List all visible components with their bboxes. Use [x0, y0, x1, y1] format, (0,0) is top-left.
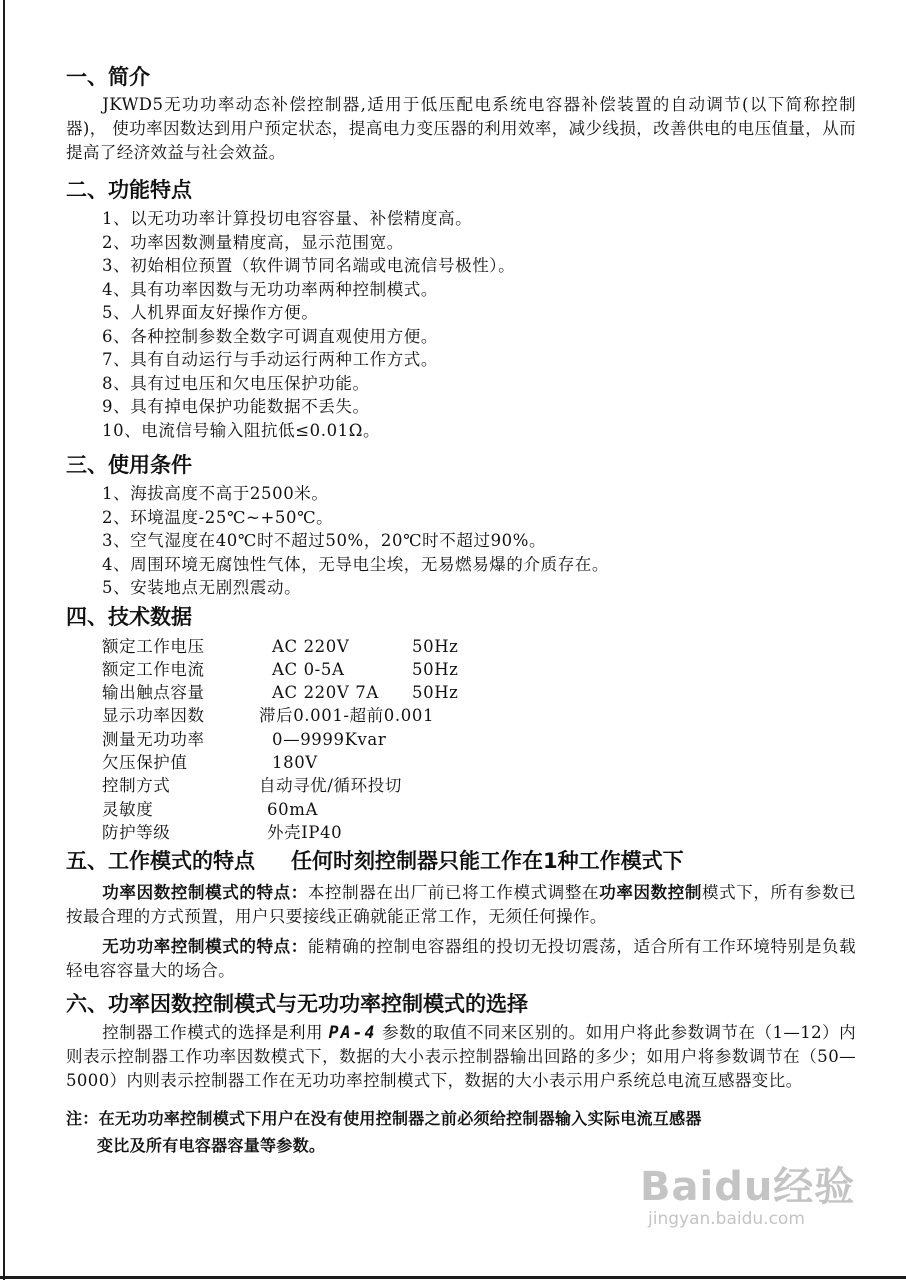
note-line-2: 变比及所有电容器容量等参数。	[97, 1136, 326, 1156]
section-4-title: 四、技术数据	[66, 604, 192, 629]
list-item: 7、具有自动运行与手动运行两种工作方式。	[102, 350, 438, 369]
list-item: 5、安装地点无剧烈震动。	[102, 578, 302, 597]
baidu-logo-text: Baidu经验	[640, 1164, 856, 1210]
list-item: 10、电流信号输入阻抗低≤0.01Ω。	[102, 420, 381, 440]
spec-label: 显示功率因数	[102, 706, 205, 726]
section-3-title: 三、使用条件	[66, 453, 192, 477]
spec-frequency: 50Hz	[412, 636, 459, 656]
section-5-title	[66, 846, 856, 876]
spec-label: 欠压保护值	[102, 752, 188, 772]
mode-2-text: 能精确的控制电容器组的投切无投切震荡，适合所有工作环境特别是负载轻电容容量大的场合。	[66, 937, 856, 981]
list-item: 3、初始相位预置（软件调节同名端或电流信号极性）。	[102, 256, 516, 275]
page-bottom-border	[0, 1276, 906, 1279]
list-item: 5、人机界面友好操作方便。	[102, 303, 319, 322]
note-line-1: 注：在无功功率控制模式下用户在没有使用控制器之前必须给控制器输入实际电流互感器	[66, 1109, 702, 1129]
spec-row	[102, 774, 856, 797]
section-5-title-text: 五、工作模式的特点	[66, 849, 255, 874]
list-item: 1、以无功功率计算投切电容容量、补偿精度高。	[102, 209, 473, 228]
list-item: 6、各种控制参数全数字可调直观使用方便。	[102, 326, 438, 346]
spec-row	[102, 751, 856, 774]
spec-value: 180V	[272, 752, 318, 772]
list-item: 1、海拔高度不高于2500米。	[102, 484, 329, 503]
param-code: PA-4	[328, 1023, 377, 1043]
spec-table	[66, 635, 856, 845]
mode-2-paragraph	[66, 935, 856, 983]
section-6-title: 六、功率因数控制模式与无功功率控制模式的选择	[66, 992, 528, 1017]
page-left-border	[3, 0, 5, 1280]
spec-row	[102, 798, 856, 821]
spec-value: 60mA	[267, 799, 318, 819]
section-5-subtitle: 任何时刻控制器只能工作在1种工作模式下	[291, 849, 684, 874]
spec-row	[102, 635, 856, 658]
spec-value: 外壳IP40	[267, 822, 343, 842]
spec-value: 滞后0.001-超前0.001	[259, 706, 435, 726]
spec-value: 0—9999Kvar	[272, 729, 387, 749]
spec-label: 防护等级	[102, 822, 171, 842]
list-item: 4、具有功率因数与无功功率两种控制模式。	[102, 279, 438, 299]
conditions-list	[66, 482, 856, 600]
spec-row	[102, 658, 856, 681]
spec-value: 自动寻优/循环投切	[259, 776, 402, 796]
feature-list	[66, 207, 856, 442]
spec-label: 额定工作电压	[102, 636, 205, 656]
spec-label: 测量无功功率	[102, 729, 205, 749]
spec-value: AC 220V	[272, 636, 350, 656]
list-item: 9、具有掉电保护功能数据不丢失。	[102, 397, 370, 416]
section-2-title: 二、功能特点	[66, 178, 192, 202]
section-6-text-b: 参数的取值不同来区别的。如用户将此参数调节在（1—12）内则表示控制器工作功率因数模式下，数据的大小表示控制器输出回路的多少；如用户将参数调节在（50—5000）内则表示控制器工作在无功功率控制模式下，数据的大小表示用户系统总电流互感器变比。	[66, 1023, 856, 1091]
list-item: 2、功率因数测量精度高，显示范围宽。	[102, 232, 404, 252]
spec-row	[102, 681, 856, 704]
list-item: 3、空气湿度在40℃时不超过50%，20℃时不超过90%。	[102, 531, 547, 550]
spec-row	[102, 704, 856, 727]
mode-1-emphasis: 功率因数控制	[599, 883, 702, 903]
mode-1-text-a: 本控制器在出厂前已将工作模式调整在	[307, 883, 600, 903]
spec-row	[102, 728, 856, 751]
spec-frequency: 50Hz	[412, 683, 459, 703]
section-1-paragraph: JKWD5无功功率动态补偿控制器,适用于低压配电系统电容器补偿装置的自动调节(以下简称控制器)， 使功率因数达到用户预定状态，提高电力变压器的利用效率，减少线损，改善供电的电压值量，从而提高了经济效益与社会效益。	[66, 95, 856, 162]
mode-1-paragraph	[66, 881, 856, 929]
document-body	[66, 62, 856, 1159]
spec-row	[102, 821, 856, 844]
section-6-text-a: 控制器工作模式的选择是利用	[102, 1023, 323, 1043]
spec-value: AC 220V 7A	[272, 683, 379, 703]
spec-label: 输出触点容量	[102, 683, 205, 703]
list-item: 2、环境温度-25℃~+50℃。	[102, 507, 334, 527]
watermark-url: jingyan.baidu.com	[648, 1209, 805, 1229]
spec-label: 控制方式	[102, 776, 171, 796]
spec-label: 额定工作电流	[102, 659, 205, 679]
spec-value: AC 0-5A	[272, 659, 345, 679]
mode-1-lead: 功率因数控制模式的特点：	[102, 883, 308, 903]
spec-frequency: 50Hz	[412, 659, 459, 679]
baidu-watermark	[640, 1165, 855, 1229]
list-item: 4、周围环境无腐蚀性气体，无导电尘埃，无易燃易爆的介质存在。	[102, 554, 609, 574]
spec-label: 灵敏度	[102, 799, 154, 819]
section-1-title: 一、简介	[66, 65, 150, 89]
list-item: 8、具有过电压和欠电压保护功能。	[102, 373, 370, 393]
mode-2-lead: 无功功率控制模式的特点：	[102, 937, 308, 957]
mode-1-text-b: 模式下，所有参数已按最合理的方式预置，用户只要接线正确就能正常工作，无须任何操作。	[66, 883, 856, 927]
section-6-paragraph	[66, 1021, 856, 1093]
